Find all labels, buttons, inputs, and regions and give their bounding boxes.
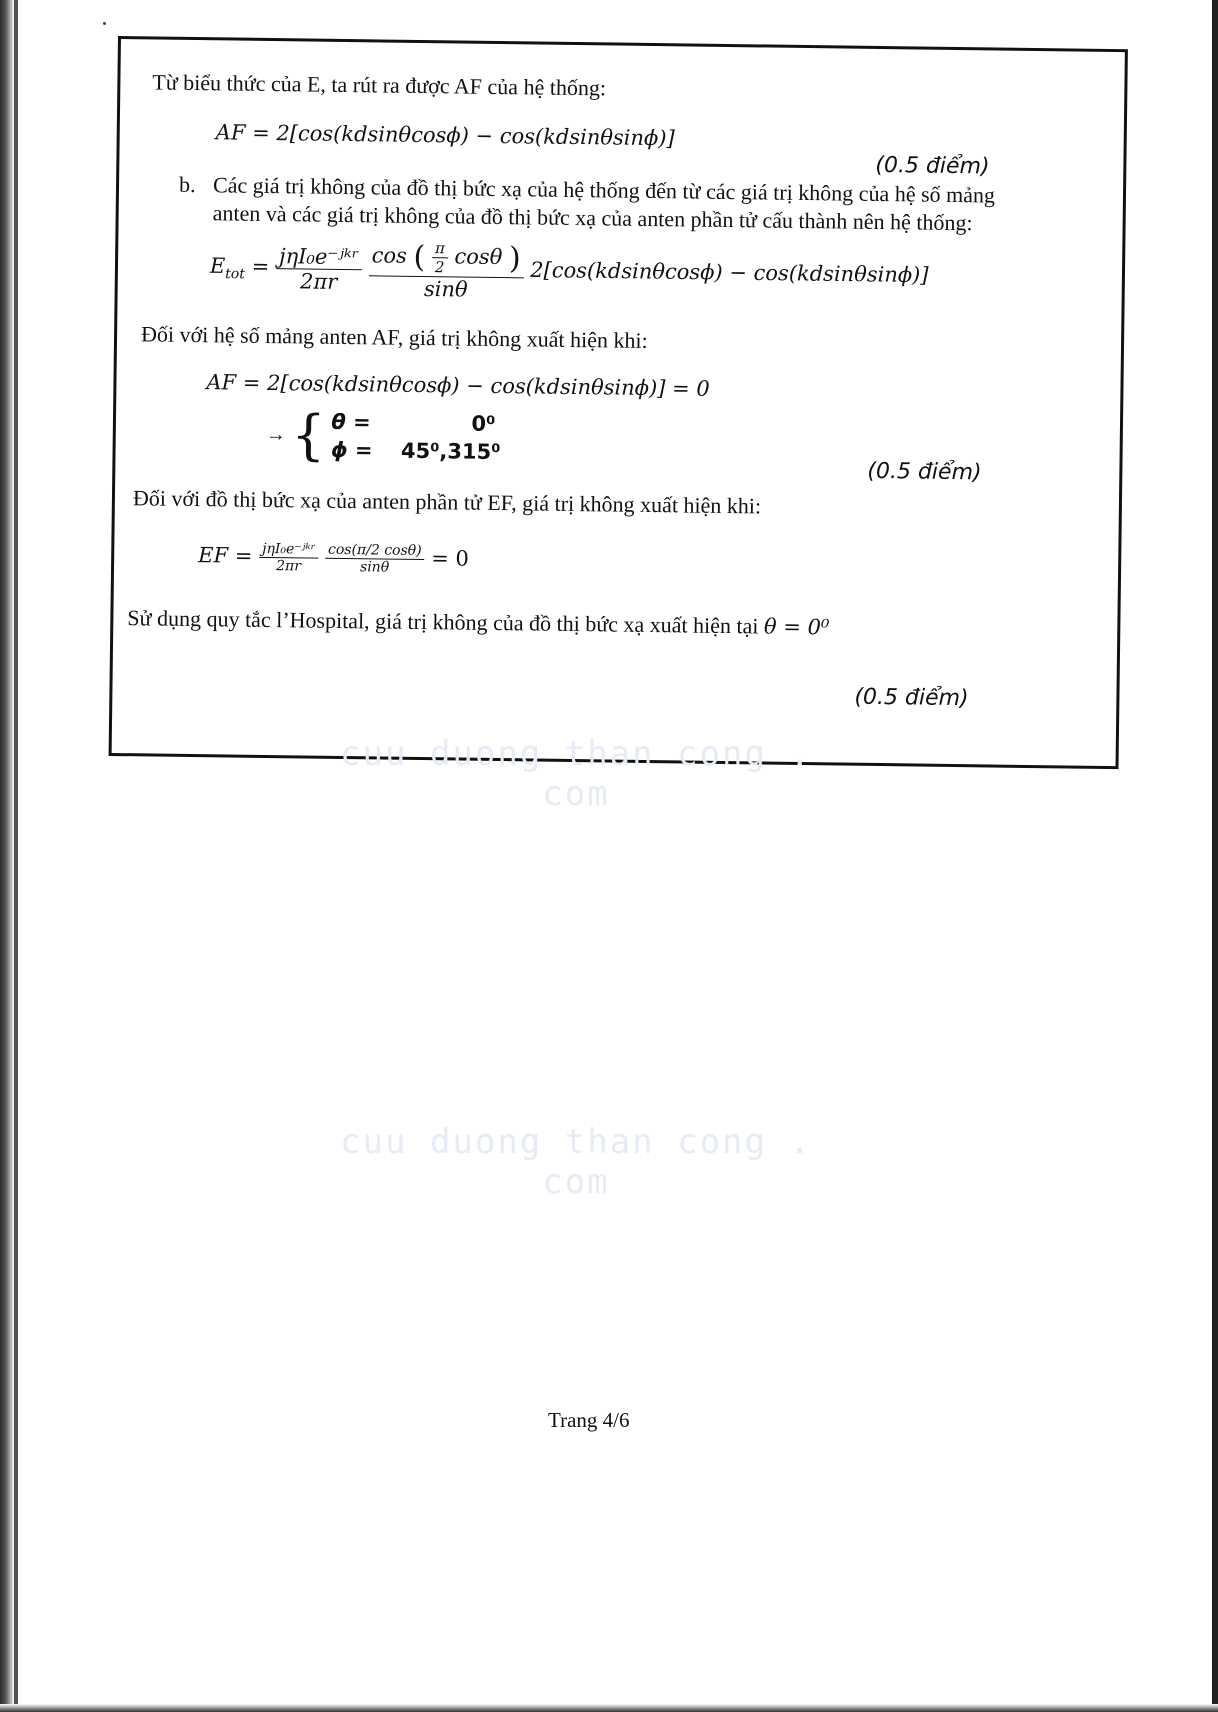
item-b-line1: Các giá trị không của đồ thị bức xạ của hệ thống đến từ các giá trị không của hệ số mảng	[212, 172, 996, 208]
ef-null-text: Đối với đồ thị bức xạ của anten phần tử EF, giá trị không xuất hiện khi:	[132, 485, 762, 519]
ef-lhs: EF	[198, 543, 229, 568]
ef-num-1: jηI₀e⁻ʲᵏʳ	[259, 541, 318, 559]
item-b-marker: b.	[178, 171, 196, 198]
scan-edge-left	[0, 0, 14, 1712]
hospital-sentence: Sử dụng quy tắc l’Hospital, giá trị không của đồ thị bức xạ xuất hiện tại	[127, 605, 759, 639]
hospital-math: θ = 0⁰	[763, 614, 830, 640]
cases-arrow: →	[265, 423, 286, 446]
hospital-text	[127, 605, 829, 640]
etot-equation: $E_{tot}$ = $\frac{\text{jηI₀e⁻ʲᵏʳ}}{2\pi r}$ cos ( $\frac{\pi}{2}$ cosθ ) sinθ 2[cos(kdsinθcosϕ) − cos(kdsinθsinϕ)]	[209, 239, 929, 302]
cases-block	[330, 408, 501, 466]
scan-edge-bottom	[0, 1704, 1218, 1712]
etot-num-1: jηI₀e⁻ʲᵏʳ	[276, 244, 362, 270]
af-formula: AF = 2[cos(kdsinθcosϕ) − cos(kdsinθsinϕ)]	[215, 120, 675, 151]
ef-frac-2	[325, 542, 425, 576]
af-null-text: Đối với hệ số mảng anten AF, giá trị không xuất hiện khi:	[140, 321, 648, 353]
watermark-bottom: cuu duong than cong . com	[340, 1122, 812, 1202]
case-phi-label: ϕ =	[330, 437, 373, 463]
case-theta-value: 0⁰	[471, 411, 496, 436]
null-cases: → { θ = 0⁰ ϕ = 45⁰,315⁰	[265, 403, 501, 467]
af-zero-formula: AF = 2[cos(kdsinθcosϕ) − cos(kdsinθsinϕ)] = 0	[206, 370, 710, 401]
etot-den-2: sinθ	[423, 277, 468, 302]
page-footer: Trang 4/6	[548, 1408, 630, 1432]
score-label-3: (0.5 điểm)	[854, 684, 969, 712]
etot-lhs: E	[209, 253, 226, 278]
answer-box	[109, 36, 1128, 769]
etot-pi: π	[432, 239, 448, 258]
scan-edge-right	[1212, 0, 1218, 1712]
etot-tail: 2[cos(kdsinθcosϕ) − cos(kdsinθsinϕ)]	[530, 257, 929, 288]
etot-frac-2	[368, 238, 524, 302]
etot-pi-over-2	[432, 239, 448, 276]
etot-num-2: cos ( $\frac{\pi}{2}$ cosθ )	[368, 238, 524, 278]
case-theta-label: θ =	[331, 409, 371, 435]
ef-rhs: = 0	[431, 546, 470, 571]
ef-den-1: 2πr	[276, 558, 302, 575]
intro-text: Từ biểu thức của E, ta rút ra được AF của hệ thống:	[152, 69, 607, 101]
etot-cos-arg: cosθ	[454, 244, 503, 270]
etot-den-1: 2πr	[299, 268, 338, 294]
etot-frac-1	[276, 244, 362, 294]
ef-den-2: sinθ	[359, 559, 390, 576]
score-label-1: (0.5 điểm)	[875, 152, 990, 180]
etot-cos: cos	[371, 243, 408, 268]
ef-frac-1	[259, 541, 319, 575]
etot-lhs-sub: tot	[225, 266, 246, 283]
etot-two: 2	[434, 258, 445, 277]
watermark-top: cuu duong than cong . com	[340, 734, 812, 814]
score-label-2: (0.5 điểm)	[867, 458, 982, 486]
case-phi	[330, 436, 501, 466]
case-phi-value: 45⁰,315⁰	[400, 438, 501, 465]
scan-speck	[103, 22, 106, 25]
ef-num-2: cos(π/2 cosθ)	[325, 542, 425, 560]
item-b-line2: anten và các giá trị không của đồ thị bức xạ của anten phần tử cấu thành nên hệ thống:	[212, 200, 973, 236]
case-theta	[331, 408, 495, 438]
ef-equation: EF = $\frac{\text{jηI₀e⁻ʲᵏʳ}}{2\pi r}$ $\frac{\cos(\pi/2 \cos\theta)}{\sin\theta}$ = 0	[198, 540, 470, 576]
scan-edge-left-line	[14, 0, 18, 1712]
